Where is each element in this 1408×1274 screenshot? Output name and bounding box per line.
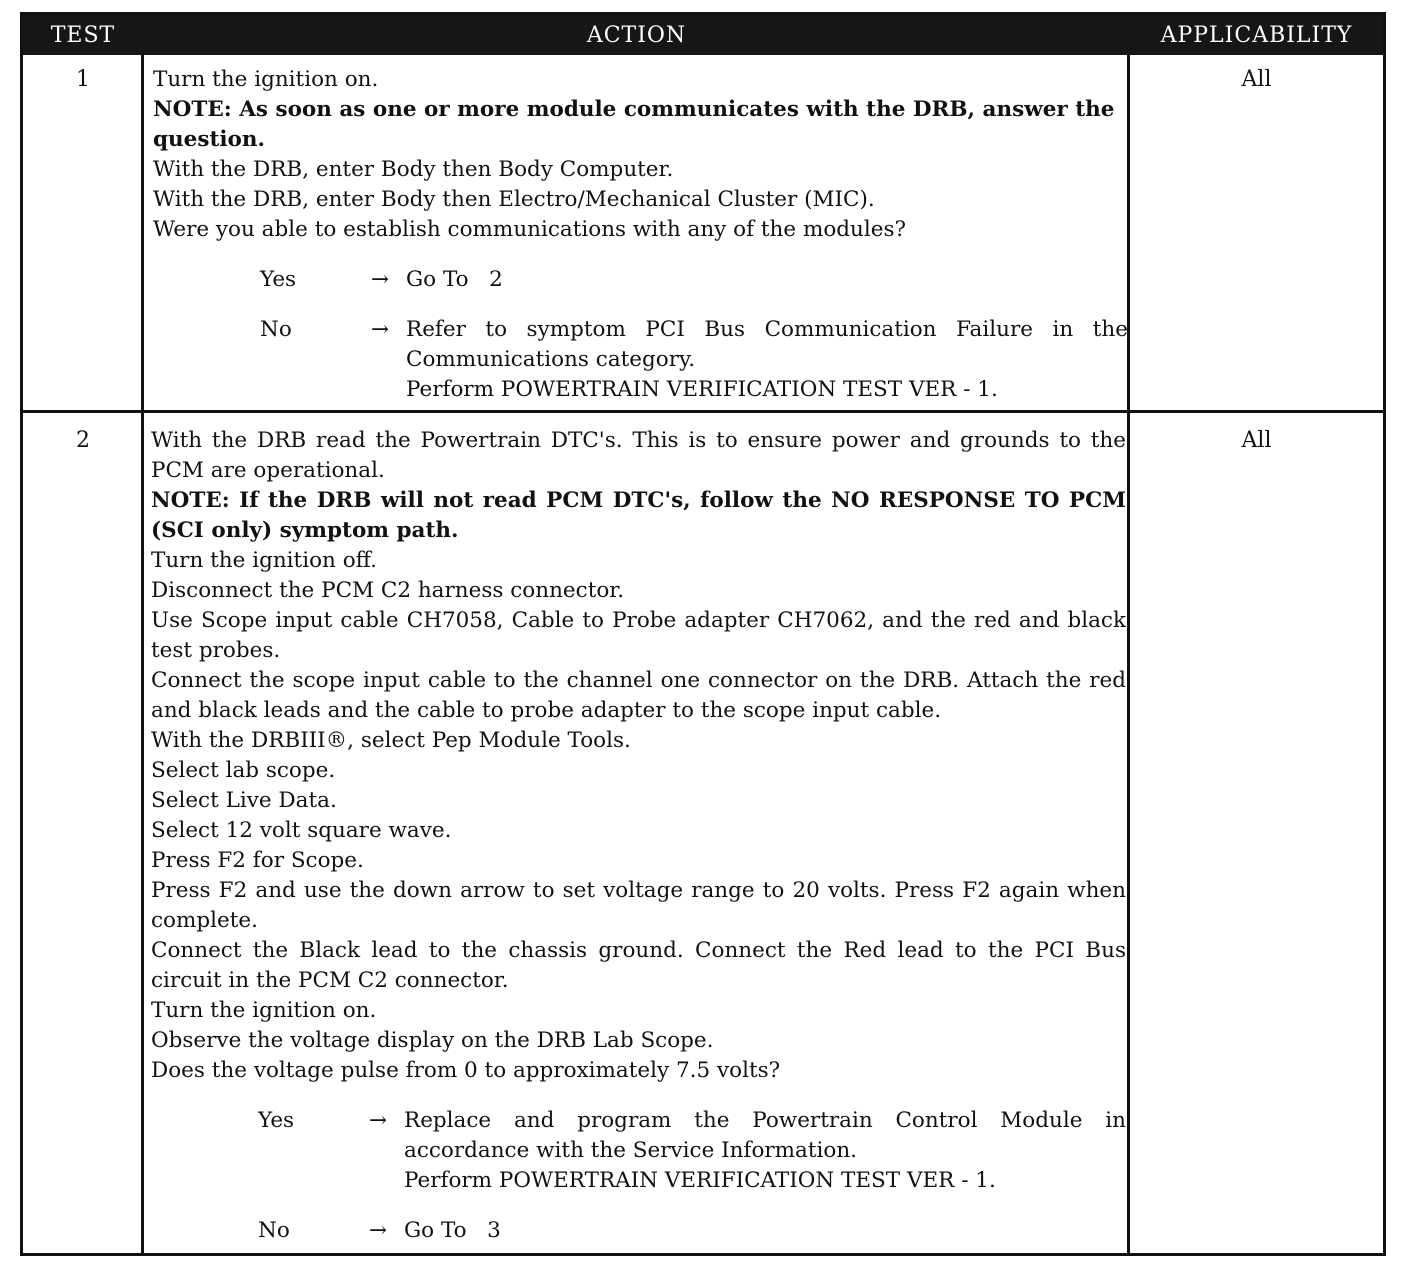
action-line: Select lab scope. xyxy=(151,758,336,783)
header-action: ACTION xyxy=(586,23,687,48)
action-line: Disconnect the PCM C2 harness connector. xyxy=(151,578,625,603)
action-line: Observe the voltage display on the DRB Lab Scope. xyxy=(151,1028,714,1053)
action-line: Turn the ignition off. xyxy=(151,548,377,573)
question-text: Does the voltage pulse from 0 to approximately 7.5 volts? xyxy=(151,1058,781,1083)
answer-no xyxy=(153,315,1128,405)
arrow-icon: → xyxy=(370,317,389,342)
test-number: 1 xyxy=(76,67,90,92)
result-line: Go To 3 xyxy=(404,1218,501,1243)
header-test: TEST xyxy=(50,23,116,48)
result-line: Perform POWERTRAIN VERIFICATION TEST VER - 1. xyxy=(404,1168,996,1193)
result-line: Perform POWERTRAIN VERIFICATION TEST VER - 1. xyxy=(406,377,998,402)
result-line: Refer to symptom PCI Bus Communication Failure in the Communications category. xyxy=(406,317,1128,372)
no-label: No xyxy=(260,317,292,342)
action-line: With the DRB read the Powertrain DTC's. This is to ensure power and grounds to the PCM are operational. xyxy=(151,428,1126,483)
arrow-icon: → xyxy=(370,267,389,292)
action-cell xyxy=(153,65,1128,405)
yes-result xyxy=(404,1106,1126,1196)
answer-yes xyxy=(151,1106,1126,1196)
result-line: Go To 2 xyxy=(406,267,503,292)
action-line: Use Scope input cable CH7058, Cable to Probe adapter CH7062, and the red and black test probes. xyxy=(151,608,1126,663)
diagnostic-table xyxy=(20,12,1386,1256)
no-result xyxy=(404,1216,1126,1246)
action-cell xyxy=(151,426,1126,1246)
action-line: Connect the Black lead to the chassis ground. Connect the Red lead to the PCI Bus circuit in the PCM C2 connector. xyxy=(151,938,1126,993)
applicability-value: All xyxy=(1241,428,1272,453)
action-line: Press F2 and use the down arrow to set voltage range to 20 volts. Press F2 again when complete. xyxy=(151,878,1126,933)
action-line: With the DRB, enter Body then Electro/Mechanical Cluster (MIC). xyxy=(153,187,875,212)
action-line: Turn the ignition on. xyxy=(153,67,379,92)
applicability-value: All xyxy=(1241,67,1272,92)
no-label: No xyxy=(258,1218,290,1243)
arrow-icon: → xyxy=(368,1218,387,1243)
no-result xyxy=(406,315,1128,405)
action-line: With the DRBIII®, select Pep Module Tools. xyxy=(151,728,631,753)
row-divider xyxy=(23,410,1383,413)
note-text: NOTE: As soon as one or more module communicates with the DRB, answer the question. xyxy=(153,97,1115,152)
action-line: Turn the ignition on. xyxy=(151,998,377,1023)
action-line: Select Live Data. xyxy=(151,788,337,813)
table-header xyxy=(23,15,1383,55)
result-line: Replace and program the Powertrain Control Module in accordance with the Service Information. xyxy=(404,1108,1126,1163)
yes-label: Yes xyxy=(260,267,297,292)
yes-label: Yes xyxy=(258,1108,295,1133)
yes-result xyxy=(406,265,1128,295)
action-line: With the DRB, enter Body then Body Computer. xyxy=(153,157,674,182)
column-divider xyxy=(141,55,144,1253)
header-applicability: APPLICABILITY xyxy=(1160,23,1353,48)
test-number: 2 xyxy=(76,428,90,453)
action-line: Connect the scope input cable to the channel one connector on the DRB. Attach the red and black leads and the cable to probe adapter to the scope input cable. xyxy=(151,668,1126,723)
action-line: Select 12 volt square wave. xyxy=(151,818,452,843)
answer-no xyxy=(151,1216,1126,1246)
arrow-icon: → xyxy=(368,1108,387,1133)
note-text: NOTE: If the DRB will not read PCM DTC's, follow the NO RESPONSE TO PCM (SCI only) symptom path. xyxy=(151,488,1126,543)
question-text: Were you able to establish communications with any of the modules? xyxy=(153,217,907,242)
answer-yes xyxy=(153,265,1128,295)
action-line: Press F2 for Scope. xyxy=(151,848,364,873)
